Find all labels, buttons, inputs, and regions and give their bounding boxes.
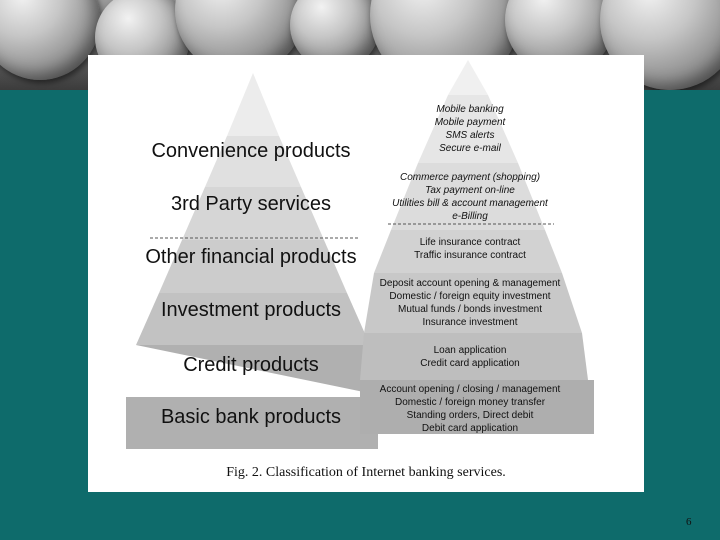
left-tier-label: Other financial products (145, 246, 357, 268)
right-service-line: Debit card application (421, 423, 519, 434)
left-tier-label: Basic bank products (160, 406, 342, 428)
right-service-line: Standing orders, Direct debit (406, 410, 534, 421)
right-service-line: Account opening / closing / management (379, 384, 561, 395)
left-tier-label: Investment products (160, 299, 342, 321)
right-tier-1-shape (448, 60, 488, 95)
right-service-line: Utilities bill & account management (392, 198, 548, 209)
figure-caption: Fig. 2. Classification of Internet banking services. (226, 465, 506, 480)
right-service-line: Mobile banking (436, 104, 504, 115)
right-service-line: Domestic / foreign money transfer (394, 397, 546, 408)
left-tier-label: Convenience products (151, 140, 351, 162)
right-service-line: Traffic insurance contract (414, 250, 526, 261)
left-tier-label: Credit products (183, 354, 319, 376)
right-service-line: Mutual funds / bonds investment (398, 304, 542, 315)
right-service-line: Credit card application (420, 358, 520, 369)
left-tier-1-shape (227, 73, 279, 136)
page-number: 6 (686, 516, 692, 528)
right-service-line: Mobile payment (434, 117, 506, 128)
right-service-line: Insurance investment (422, 317, 518, 328)
figure-panel (88, 55, 644, 492)
right-service-line: Domestic / foreign equity investment (389, 291, 551, 302)
right-service-line: Commerce payment (shopping) (399, 172, 541, 183)
right-service-line: Deposit account opening & management (379, 278, 561, 289)
right-service-line: e-Billing (452, 211, 488, 222)
right-service-line: Loan application (433, 345, 507, 356)
left-tier-label: 3rd Party services (170, 193, 332, 215)
right-service-line: Life insurance contract (419, 237, 521, 248)
right-service-line: Secure e-mail (439, 143, 501, 154)
right-service-line: SMS alerts (445, 130, 495, 141)
right-service-line: Tax payment on-line (425, 185, 515, 196)
